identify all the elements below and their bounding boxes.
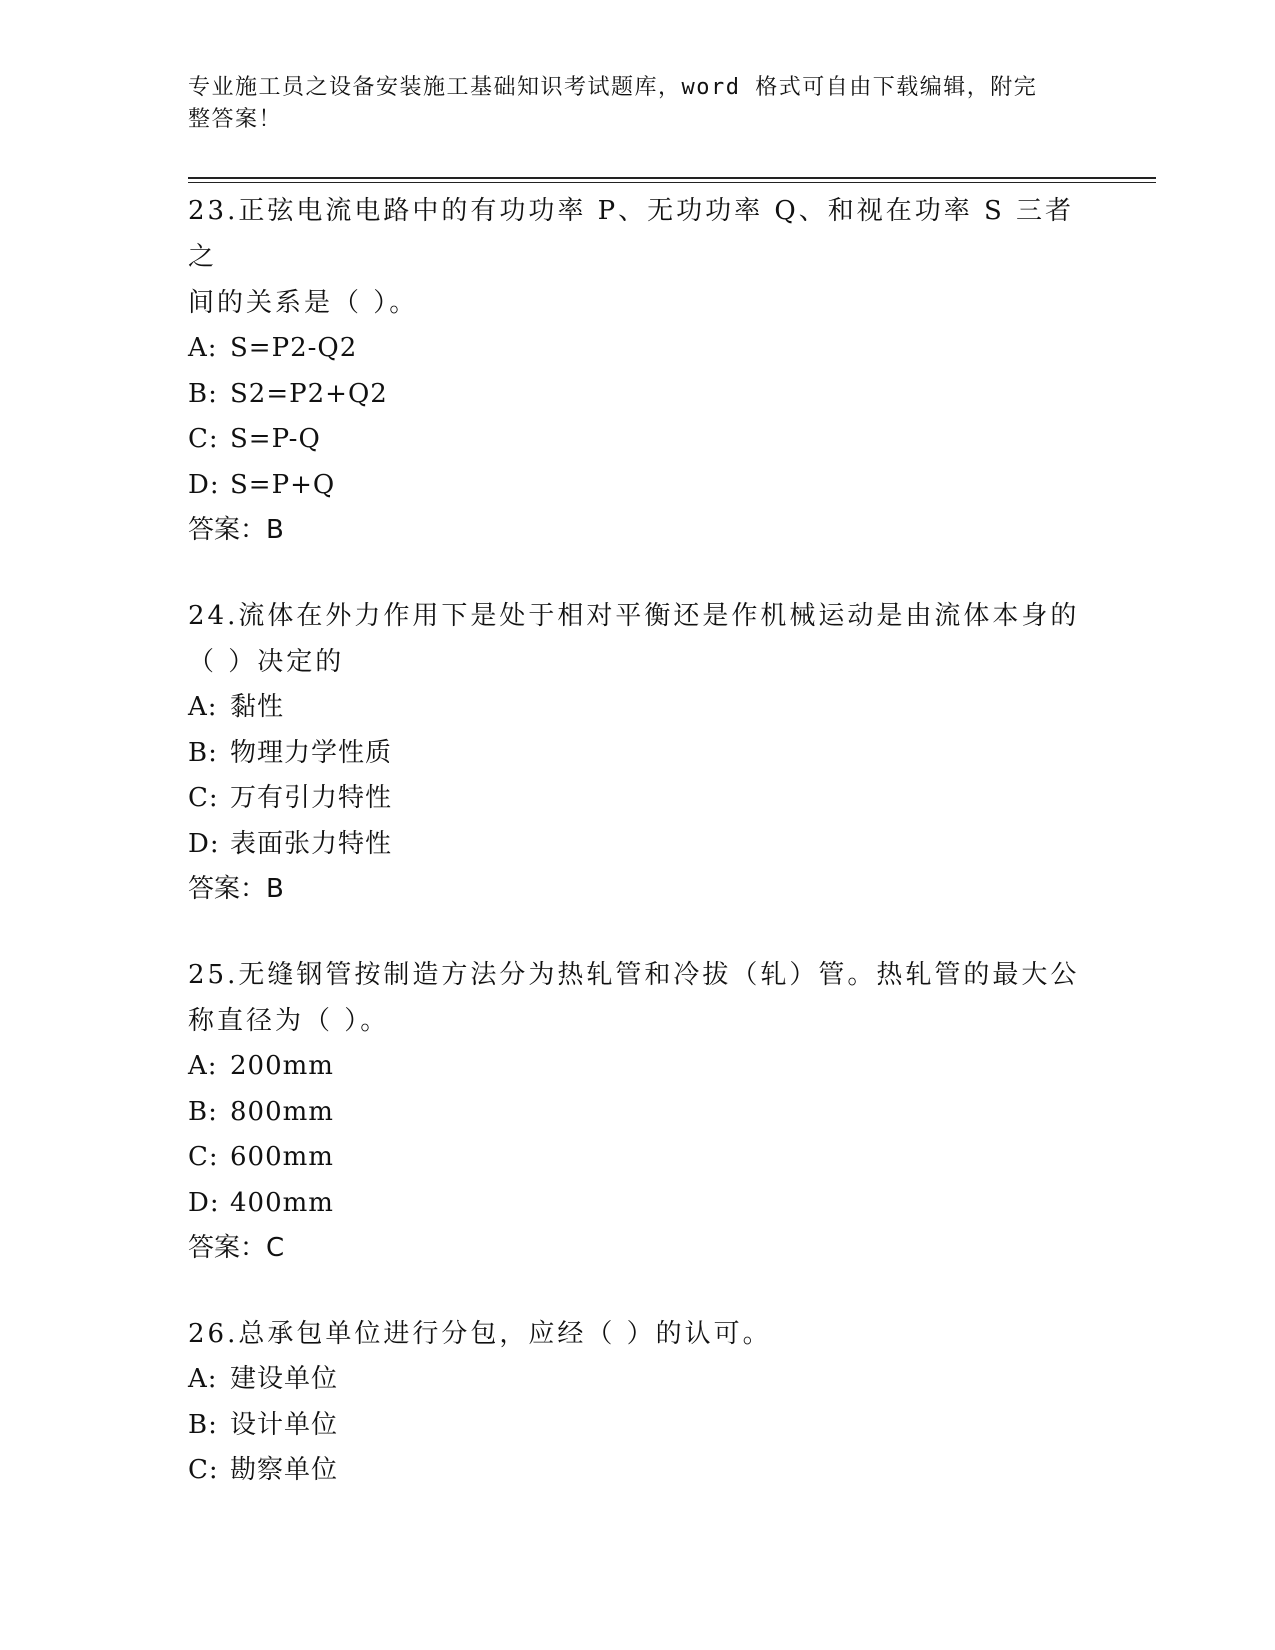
question-24	[188, 593, 1088, 912]
document-header	[188, 72, 1068, 136]
option-c	[188, 417, 1088, 463]
option-text: 黏性	[230, 692, 285, 722]
option-text: 表面张力特性	[230, 828, 393, 859]
option-c	[188, 776, 1088, 822]
option-d	[188, 822, 1088, 868]
option-letter: B:	[188, 1409, 218, 1440]
answer-line: 答案：C	[188, 1233, 285, 1263]
question-text-line-2: 间的关系是（ ）。	[188, 288, 419, 318]
question-26	[188, 1311, 1088, 1494]
option-a	[188, 1044, 1088, 1090]
option-text: 400mm	[230, 1187, 334, 1218]
option-letter: C:	[188, 1142, 219, 1172]
answer-line: 答案：B	[188, 515, 284, 545]
question-text-line-1: 24.流体在外力作用下是处于相对平衡还是作机械运动是由流体本身的	[188, 601, 1080, 631]
option-b	[188, 1403, 1088, 1449]
option-letter: D:	[188, 828, 220, 859]
question-text	[188, 1311, 1088, 1357]
question-list	[188, 188, 1088, 1534]
option-text: S=P+Q	[230, 469, 336, 500]
option-letter: C:	[188, 1455, 219, 1485]
option-c	[188, 1448, 1088, 1494]
option-text: 物理力学性质	[230, 737, 393, 768]
option-text: 建设单位	[230, 1364, 339, 1394]
question-text-line-2: 称直径为（ ）。	[188, 1006, 390, 1036]
option-b	[188, 1090, 1088, 1136]
header-line-2: 整答案！	[188, 107, 283, 132]
option-letter: B:	[188, 737, 218, 768]
question-text-line-2: （ ）决定的	[188, 647, 345, 677]
option-c	[188, 1135, 1088, 1181]
option-a	[188, 326, 1088, 372]
question-text-line-1: 26.总承包单位进行分包，应经（ ）的认可。	[188, 1319, 772, 1349]
option-text: S=P-Q	[230, 424, 321, 454]
option-text: 设计单位	[230, 1409, 339, 1440]
option-a	[188, 1357, 1088, 1403]
option-letter: B:	[188, 378, 218, 409]
option-b	[188, 731, 1088, 777]
option-a	[188, 685, 1088, 731]
answer-line: 答案：B	[188, 874, 284, 904]
question-text	[188, 952, 1088, 1044]
option-letter: D:	[188, 1187, 220, 1218]
option-d	[188, 463, 1088, 509]
question-text	[188, 188, 1088, 326]
option-letter: A:	[188, 1051, 218, 1081]
option-letter: C:	[188, 783, 219, 813]
option-text: 800mm	[230, 1096, 334, 1127]
option-d	[188, 1181, 1088, 1227]
option-text: S2=P2+Q2	[230, 378, 388, 409]
question-text-line-1: 23.正弦电流电路中的有功功率 P、无功功率 Q、和视在功率 S 三者之	[188, 196, 1075, 272]
option-text: 勘察单位	[230, 1455, 339, 1485]
option-text: 600mm	[230, 1142, 334, 1172]
option-letter: D:	[188, 469, 220, 500]
question-text	[188, 593, 1088, 685]
option-letter: A:	[188, 1364, 218, 1394]
header-line-1: 专业施工员之设备安装施工基础知识考试题库，word 格式可自由下载编辑，附完	[188, 75, 1038, 100]
question-23	[188, 188, 1088, 553]
option-text: S=P2-Q2	[230, 333, 358, 363]
option-b	[188, 372, 1088, 418]
question-text-line-1: 25.无缝钢管按制造方法分为热轧管和冷拔（轧）管。热轧管的最大公	[188, 960, 1080, 990]
header-divider-thick	[188, 177, 1156, 179]
option-text: 200mm	[230, 1051, 334, 1081]
header-divider-thin	[188, 182, 1156, 183]
option-letter: C:	[188, 424, 219, 454]
option-letter: A:	[188, 333, 218, 363]
option-letter: A:	[188, 692, 218, 722]
question-25	[188, 952, 1088, 1271]
option-text: 万有引力特性	[230, 783, 393, 813]
option-letter: B:	[188, 1096, 218, 1127]
